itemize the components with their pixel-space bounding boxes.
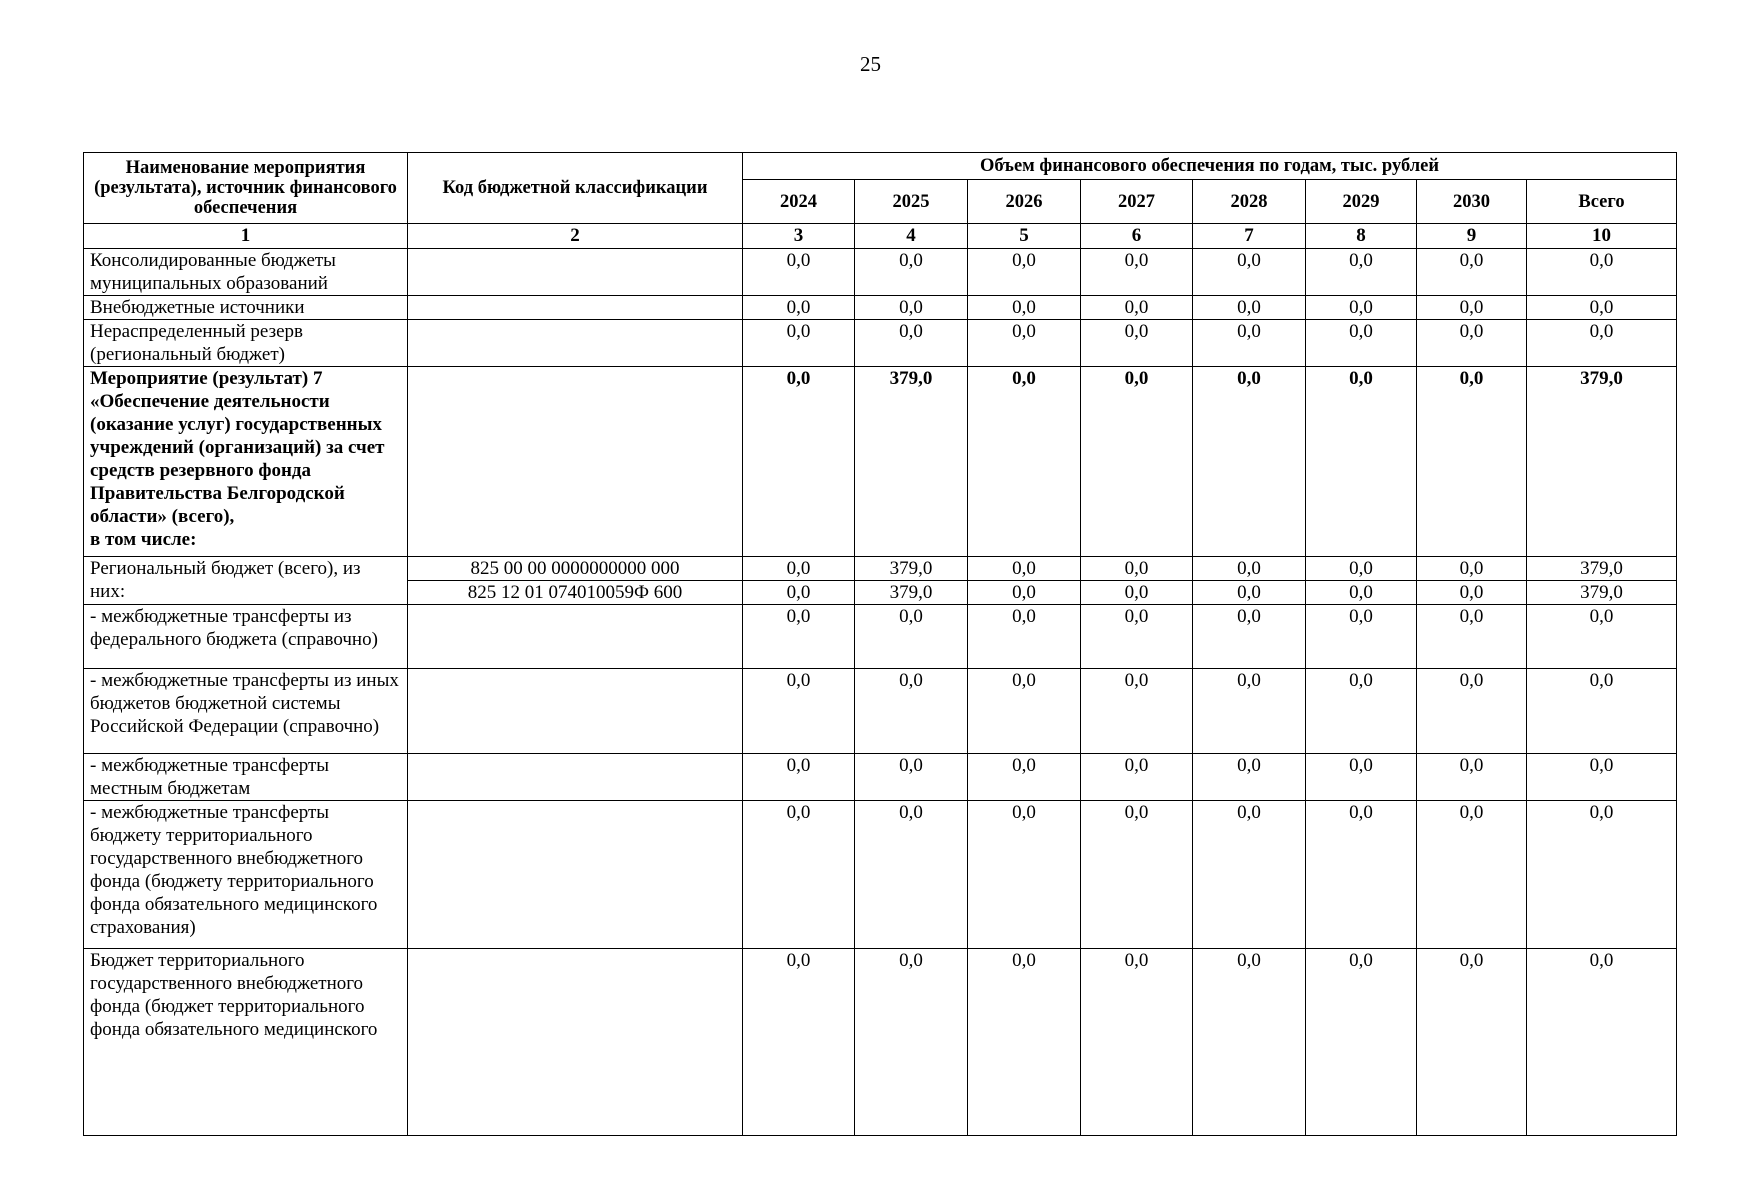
row-value: 0,0 [855,320,968,367]
row-value: 0,0 [855,249,968,296]
row-name: Внебюджетные источники [84,296,408,320]
header-year: 2025 [855,180,968,224]
table-row [84,296,1677,320]
table-row [84,605,1677,669]
row-value: 379,0 [1527,367,1677,557]
row-budget-code: 825 00 00 0000000000 000 [408,557,743,581]
row-value: 0,0 [1417,949,1527,1136]
row-value: 0,0 [1417,669,1527,754]
row-value: 379,0 [1527,581,1677,605]
header-year: 2028 [1193,180,1306,224]
column-number: 1 [84,224,408,249]
row-value: 0,0 [1306,605,1417,669]
column-number: 2 [408,224,743,249]
row-value: 0,0 [968,367,1081,557]
row-value: 0,0 [743,801,855,949]
column-number: 6 [1081,224,1193,249]
row-value: 0,0 [1527,949,1677,1136]
column-number: 5 [968,224,1081,249]
row-value: 0,0 [968,605,1081,669]
row-value: 0,0 [1193,367,1306,557]
row-budget-code [408,605,743,669]
row-value: 0,0 [1527,320,1677,367]
row-value: 0,0 [855,669,968,754]
row-value: 379,0 [855,367,968,557]
row-value: 0,0 [1306,754,1417,801]
row-value: 0,0 [855,296,968,320]
row-value: 0,0 [1527,249,1677,296]
row-value: 0,0 [1081,249,1193,296]
row-value: 0,0 [743,296,855,320]
row-value: 0,0 [1417,605,1527,669]
financing-table [83,152,1677,1136]
row-name: - межбюджетные трансферты бюджету территориального государственного внебюджетного фонда (бюджету территориального фонда обязательного медицинского страхования) [84,801,408,949]
row-value: 0,0 [1306,949,1417,1136]
row-value: 0,0 [1081,754,1193,801]
row-value: 0,0 [1193,801,1306,949]
row-value: 0,0 [743,669,855,754]
row-value: 0,0 [968,296,1081,320]
row-name: - межбюджетные трансферты местным бюджетам [84,754,408,801]
row-value: 379,0 [855,557,968,581]
row-value: 0,0 [1081,801,1193,949]
row-name: Региональный бюджет (всего), из них: [84,557,408,605]
header-volume-group: Объем финансового обеспечения по годам, тыс. рублей [743,153,1677,180]
row-value: 0,0 [743,249,855,296]
row-value: 0,0 [1306,320,1417,367]
row-value: 0,0 [1306,557,1417,581]
row-value: 0,0 [743,949,855,1136]
row-value: 0,0 [1417,249,1527,296]
row-name: Мероприятие (результат) 7 «Обеспечение деятельности (оказание услуг) государственных учреждений (организаций) за счет средств резервного фонда Правительства Белгородской области» (всего), в том числе: [84,367,408,557]
column-number: 7 [1193,224,1306,249]
table-header [84,153,1677,249]
row-value: 379,0 [1527,557,1677,581]
table-row [84,754,1677,801]
row-value: 0,0 [1193,320,1306,367]
column-number: 3 [743,224,855,249]
row-budget-code: 825 12 01 074010059Ф 600 [408,581,743,605]
header-total: Всего [1527,180,1677,224]
row-value: 0,0 [968,754,1081,801]
row-value: 0,0 [968,557,1081,581]
row-value: 0,0 [1193,754,1306,801]
row-value: 0,0 [1193,669,1306,754]
column-number: 10 [1527,224,1677,249]
row-budget-code [408,801,743,949]
header-year: 2030 [1417,180,1527,224]
page-number: 25 [860,52,881,76]
row-value: 0,0 [1306,249,1417,296]
table-row [84,801,1677,949]
row-value: 0,0 [1417,367,1527,557]
row-value: 0,0 [1081,557,1193,581]
header-code-column: Код бюджетной классификации [408,153,743,224]
row-value: 0,0 [1527,754,1677,801]
row-name-suffix: в том числе: [90,529,197,550]
header-year: 2027 [1081,180,1193,224]
row-value: 0,0 [1527,296,1677,320]
row-value: 0,0 [1193,296,1306,320]
row-value: 0,0 [968,320,1081,367]
row-budget-code [408,754,743,801]
table-row [84,320,1677,367]
row-value: 0,0 [1193,605,1306,669]
row-value: 379,0 [855,581,968,605]
row-value: 0,0 [855,605,968,669]
row-value: 0,0 [1306,581,1417,605]
row-value: 0,0 [1081,581,1193,605]
header-year: 2026 [968,180,1081,224]
row-value: 0,0 [1081,669,1193,754]
header-year: 2029 [1306,180,1417,224]
row-value: 0,0 [1306,801,1417,949]
row-value: 0,0 [1193,581,1306,605]
row-value: 0,0 [743,367,855,557]
row-value: 0,0 [1081,949,1193,1136]
row-value: 0,0 [1417,801,1527,949]
row-value: 0,0 [1527,801,1677,949]
row-budget-code [408,367,743,557]
row-value: 0,0 [1081,605,1193,669]
row-value: 0,0 [968,249,1081,296]
row-value: 0,0 [1193,949,1306,1136]
row-value: 0,0 [1306,367,1417,557]
row-value: 0,0 [743,581,855,605]
row-value: 0,0 [1306,669,1417,754]
row-name: Консолидированные бюджеты муниципальных образований [84,249,408,296]
table-body [84,249,1677,1136]
row-value: 0,0 [855,754,968,801]
table-row [84,249,1677,296]
row-budget-code [408,296,743,320]
table-row [84,557,1677,581]
row-value: 0,0 [1417,754,1527,801]
row-value: 0,0 [1081,320,1193,367]
row-value: 0,0 [743,754,855,801]
column-number: 8 [1306,224,1417,249]
row-value: 0,0 [1417,320,1527,367]
row-name: - межбюджетные трансферты из федерального бюджета (справочно) [84,605,408,669]
row-name: Бюджет территориального государственного внебюджетного фонда (бюджет территориального фонда обязательного медицинского [84,949,408,1136]
row-value: 0,0 [1417,581,1527,605]
row-value: 0,0 [1306,296,1417,320]
row-value: 0,0 [1527,669,1677,754]
row-value: 0,0 [968,949,1081,1136]
row-value: 0,0 [968,581,1081,605]
row-value: 0,0 [855,949,968,1136]
row-value: 0,0 [743,320,855,367]
header-year: 2024 [743,180,855,224]
row-value: 0,0 [855,801,968,949]
table-row [84,669,1677,754]
row-value: 0,0 [968,669,1081,754]
row-budget-code [408,669,743,754]
row-budget-code [408,949,743,1136]
row-value: 0,0 [1081,367,1193,557]
row-name: - межбюджетные трансферты из иных бюджетов бюджетной системы Российской Федерации (справочно) [84,669,408,754]
row-value: 0,0 [743,605,855,669]
header-name-column: Наименование мероприятия (результата), источник финансового обеспечения [84,153,408,224]
row-name: Нераспределенный резерв (региональный бюджет) [84,320,408,367]
row-value: 0,0 [1193,249,1306,296]
table-row [84,949,1677,1136]
row-value: 0,0 [968,801,1081,949]
row-value: 0,0 [743,557,855,581]
row-value: 0,0 [1193,557,1306,581]
table-row [84,367,1677,557]
column-number: 4 [855,224,968,249]
row-budget-code [408,249,743,296]
row-value: 0,0 [1417,296,1527,320]
row-value: 0,0 [1527,605,1677,669]
row-value: 0,0 [1081,296,1193,320]
column-number: 9 [1417,224,1527,249]
row-budget-code [408,320,743,367]
row-value: 0,0 [1417,557,1527,581]
